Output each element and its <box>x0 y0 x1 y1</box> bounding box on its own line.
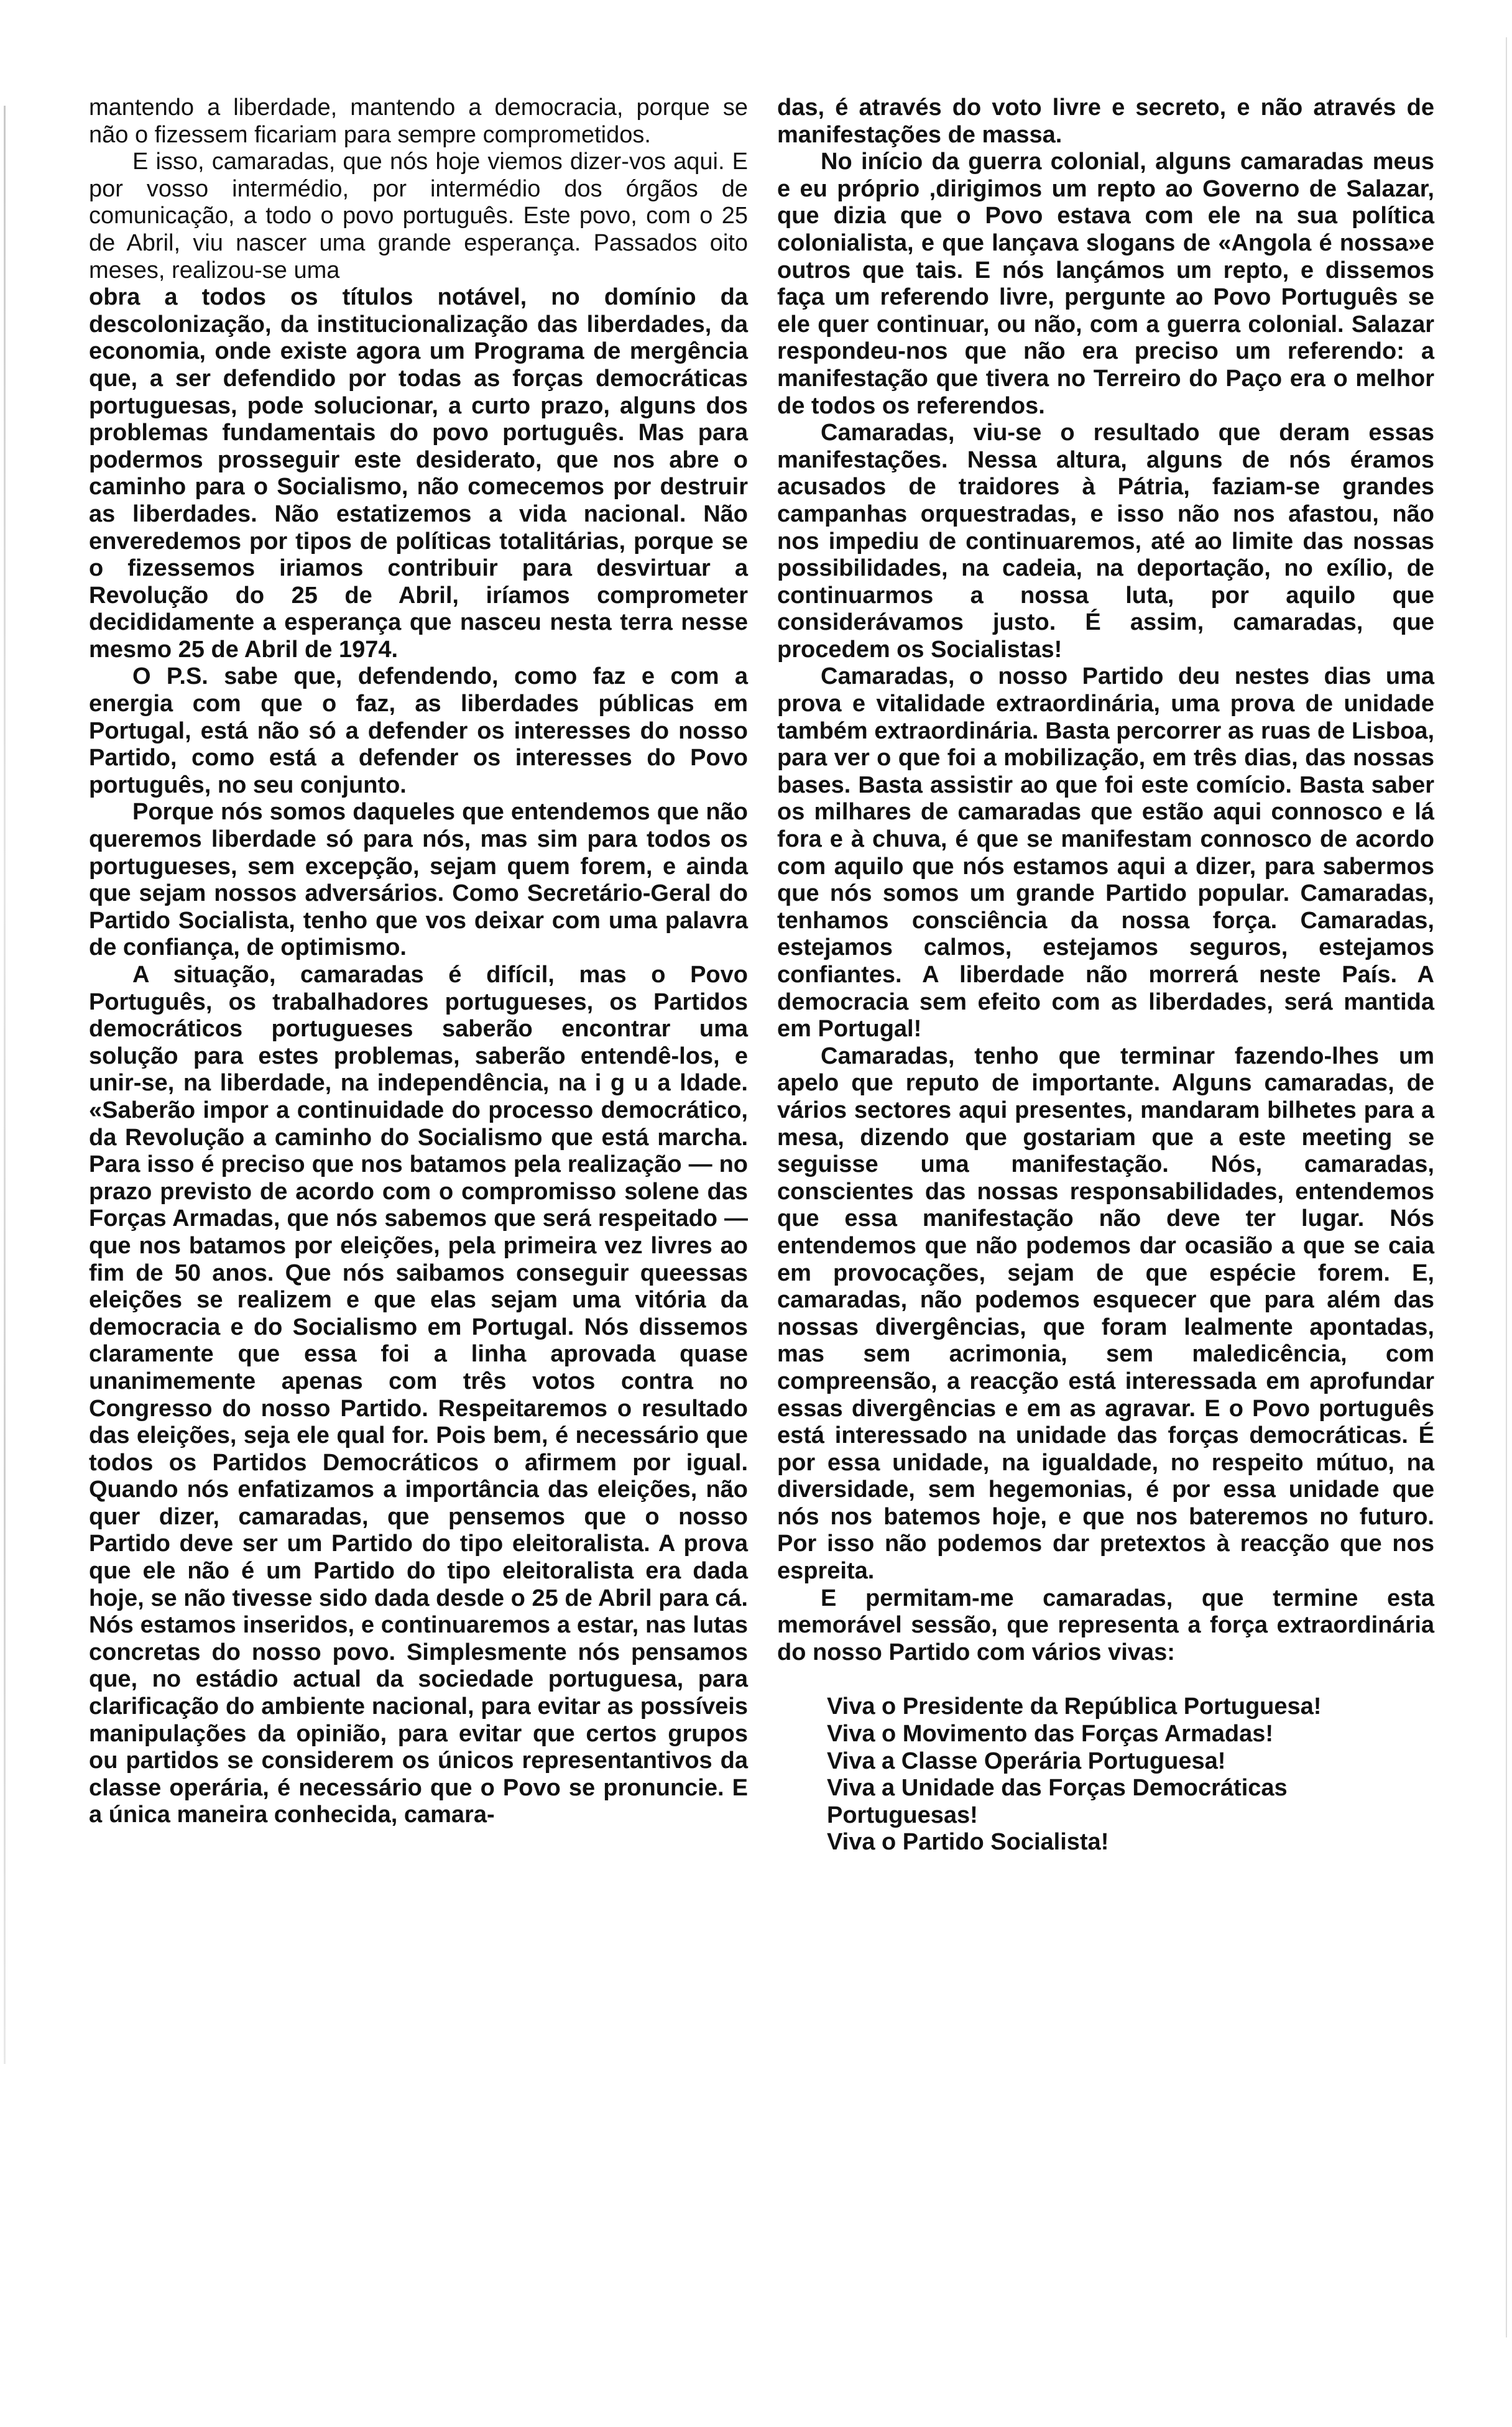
paragraph <box>777 1043 1434 1585</box>
left-column <box>89 94 748 1829</box>
right-column <box>777 94 1434 1856</box>
paragraph-text: se seguisse uma manifestação. Nós, camaradas, conscientes das nossas responsabilidades, entendemos que essa manifestação não deve ter lugar. Nós entendemos que não podemos dar ocasião a que se caia em provocações, sejam de que espécie forem. E, camaradas, não podemos esquecer que para além das nossas divergências, que foram lealmente apontadas, mas sem acrimonia, sem maledicência, com compreensão, a reacção está interessada em aprofundar essas divergências e em as agravar. E o Povo português está interessado na unidade das forças democráticas. É por essa unidade, na igualdade, no respeito mútuo, na diversidade, sem hegemonias, é por essa unidade que nós nos batemos hoje, e que nos bateremos no futuro. Por isso não podemos dar pretextos à reacção que nos espreita. <box>777 1124 1434 1585</box>
paragraph: mantendo a liberdade, mantendo a democracia, porque se não o fizessem ficariam para sempre comprometidos. <box>89 94 748 148</box>
page-edge-line <box>4 106 6 2064</box>
viva-line: Viva a Unidade das Forças Democráticas Portuguesas! <box>827 1775 1288 1828</box>
paragraph: Camaradas, o nosso Partido deu nestes dias uma prova e vitalidade extraordinária, uma prova de unidade também extraordinária. Basta percorrer as ruas de Lisboa, para ver o que foi a mobilização, em três dias, das nossas bases. Basta assistir ao que foi este comício. Basta saber os milhares de camaradas que estão aqui connosco e lá fora e à chuva, é que se manifestam connosco de acordo com aquilo que nós estamos aqui a dizer, para sabermos que nós somos um grande Partido popular. Camaradas, tenhamos consciência da nossa força. Camaradas, estejamos calmos, estejamos seguros, estejamos confiantes. A liberdade não morrerá neste País. A democracia sem efeito com as liberdades, será mantida em Portugal! <box>777 663 1434 1043</box>
paragraph: obra a todos os títulos notável, no domínio da descolonização, da institucionalização das liberdades, da economia, onde existe agora um Programa de mergência que, a ser defendido por todas as forças democráticas portuguesas, pode solucionar, a curto prazo, alguns dos problemas fundamentais do povo português. Mas para podermos prosseguir este desiderato, que nos abre o caminho para o Socialismo, não comecemos por destruir as liberdades. Não estatizemos a vida nacional. Não enveredemos por tipos de políticas totalitárias, porque se o fizessemos iriamos contribuir para desvirtuar a Revolução do 25 de Abril, iríamos comprometer decididamente a esperança que nasceu nesta terra nesse mesmo 25 de Abril de 1974. <box>89 284 748 663</box>
paragraph: das, é através do voto livre e secreto, e não através de manifestações de massa. <box>777 94 1434 148</box>
paragraph: Porque nós somos daqueles que entendemos que não queremos liberdade só para nós, mas sim para todos os portugueses, sem excepção, sejam quem forem, e ainda que sejam nossos adversários. Como Secretário-Geral do Partido Socialista, tenho que vos deixar com uma palavra de confiança, de optimismo. <box>89 799 748 961</box>
paragraph: O P.S. sabe que, defendendo, como faz e com a energia com que o faz, as liberdades públicas em Portugal, está não só a defender os interesses do nosso Partido, como está a defender os interesses do Povo português, no seu conjunto. <box>89 663 748 798</box>
page-edge-line-right <box>1506 37 1507 2337</box>
viva-line: Viva o Presidente da República Portuguesa! <box>827 1693 1322 1720</box>
viva-line: Viva o Movimento das Forças Armadas! <box>827 1721 1274 1748</box>
paragraph: Camaradas, viu-se o resultado que deram essas manifestações. Nessa altura, alguns de nós éramos acusados de traidores à Pátria, faziam-se grandes campanhas orquestradas, e isso não nos afastou, não nos impediu de continuaremos, até ao limite das nossas possibilidades, na cadeia, na deportação, no exílio, de continuarmos a nossa luta, por aquilo que considerávamos justo. É assim, camaradas, que procedem os Socialistas! <box>777 420 1434 663</box>
viva-line: Viva o Partido Socialista! <box>827 1829 1109 1856</box>
paragraph: E isso, camaradas, que nós hoje viemos dizer-vos aqui. E por vosso intermédio, por intermédio dos órgãos de comunicação, a todo o povo português. Este povo, com o 25 de Abril, viu nascer uma grande esperança. Passados oito meses, realizou-se uma <box>89 149 748 283</box>
emphasis-slogans: slogans <box>1086 229 1176 256</box>
paragraph <box>777 149 1434 420</box>
viva-line: Viva a Classe Operária Portuguesa! <box>827 1748 1226 1774</box>
paragraph: A situação, camaradas é difícil, mas o Povo Português, os trabalhadores portugueses, os Partidos democráticos portugueses saberão encontrar uma solução para estes problemas, saberão entendê-los, e unir-se, na liberdade, na independência, na i g u a ldade. «Saberão impor a continuidade do processo democrático, da Revolução a caminho do Socialismo que está marcha. Para isso é preciso que nos batamos pela realização — no prazo previsto de acordo com o compromisso solene das Forças Armadas, que nós sabemos que será respeitado — que nos batamos por eleições, pela primeira vez livres ao fim de 50 anos. Que nós saibamos conseguir queessas eleições se realizem e que elas sejam uma vitória da democracia e do Socialismo em Portugal. Nós dissemos claramente que essa foi a linha aprovada quase unanimemente apenas com três votos contra no Congresso do nosso Partido. Respeitaremos o resultado das eleições, seja ele qual for. Pois bem, é necessário que todos os Partidos Democráticos o afirmem por igual. Quando nós enfatizamos a importância das eleições, não quer dizer, camaradas, que pensemos que o nosso Partido deve ser um Partido do tipo eleitoralista. A prova que ele não é um Partido do tipo eleitoralista era dada hoje, se não tivesse sido dada desde o 25 de Abril para cá. Nós estamos inseridos, e continuaremos a estar, nas lutas concretas do nosso povo. Simplesmente nós pensamos que, no estádio actual da sociedade portuguesa, para clarificação do ambiente nacional, para evitar as possíveis manipulações da opinião, para evitar que certos grupos ou partidos se considerem os únicos representantivos da classe operária, é necessário que o Povo se pronuncie. E a única maneira conhecida, camara- <box>89 962 748 1828</box>
paragraph-text: No início da guerra colonial, alguns camaradas meus e eu próprio ,dirigimos um repto ao Governo de Salazar, que dizia que o Povo estava com ele na sua política colonialista, e que lançava <box>777 149 1434 256</box>
paragraph-text: de «Angola é nossa»e outros que tais. E nós lançámos um repto, e dissemos faça um referendo livre, pergunte ao Povo Português se ele quer continuar, ou não, com a guerra colonial. Salazar respondeu-nos que não era preciso um referendo: a manifestação que tivera no Terreiro do Paço era o melhor de todos os referendos. <box>777 229 1434 419</box>
vivas-list <box>777 1693 1434 1856</box>
emphasis-meeting: meeting <box>1301 1124 1393 1151</box>
paragraph: E permitam-me camaradas, que termine esta memorável sessão, que representa a força extraordinária do nosso Partido com vários vivas: <box>777 1585 1434 1665</box>
paragraph-text: Camaradas, tenho que terminar fazendo-lhes um apelo que reputo de importante. Alguns camaradas, de vários sectores aqui presentes, mandaram bilhetes para a mesa, dizendo que gostariam que a este <box>777 1043 1434 1151</box>
